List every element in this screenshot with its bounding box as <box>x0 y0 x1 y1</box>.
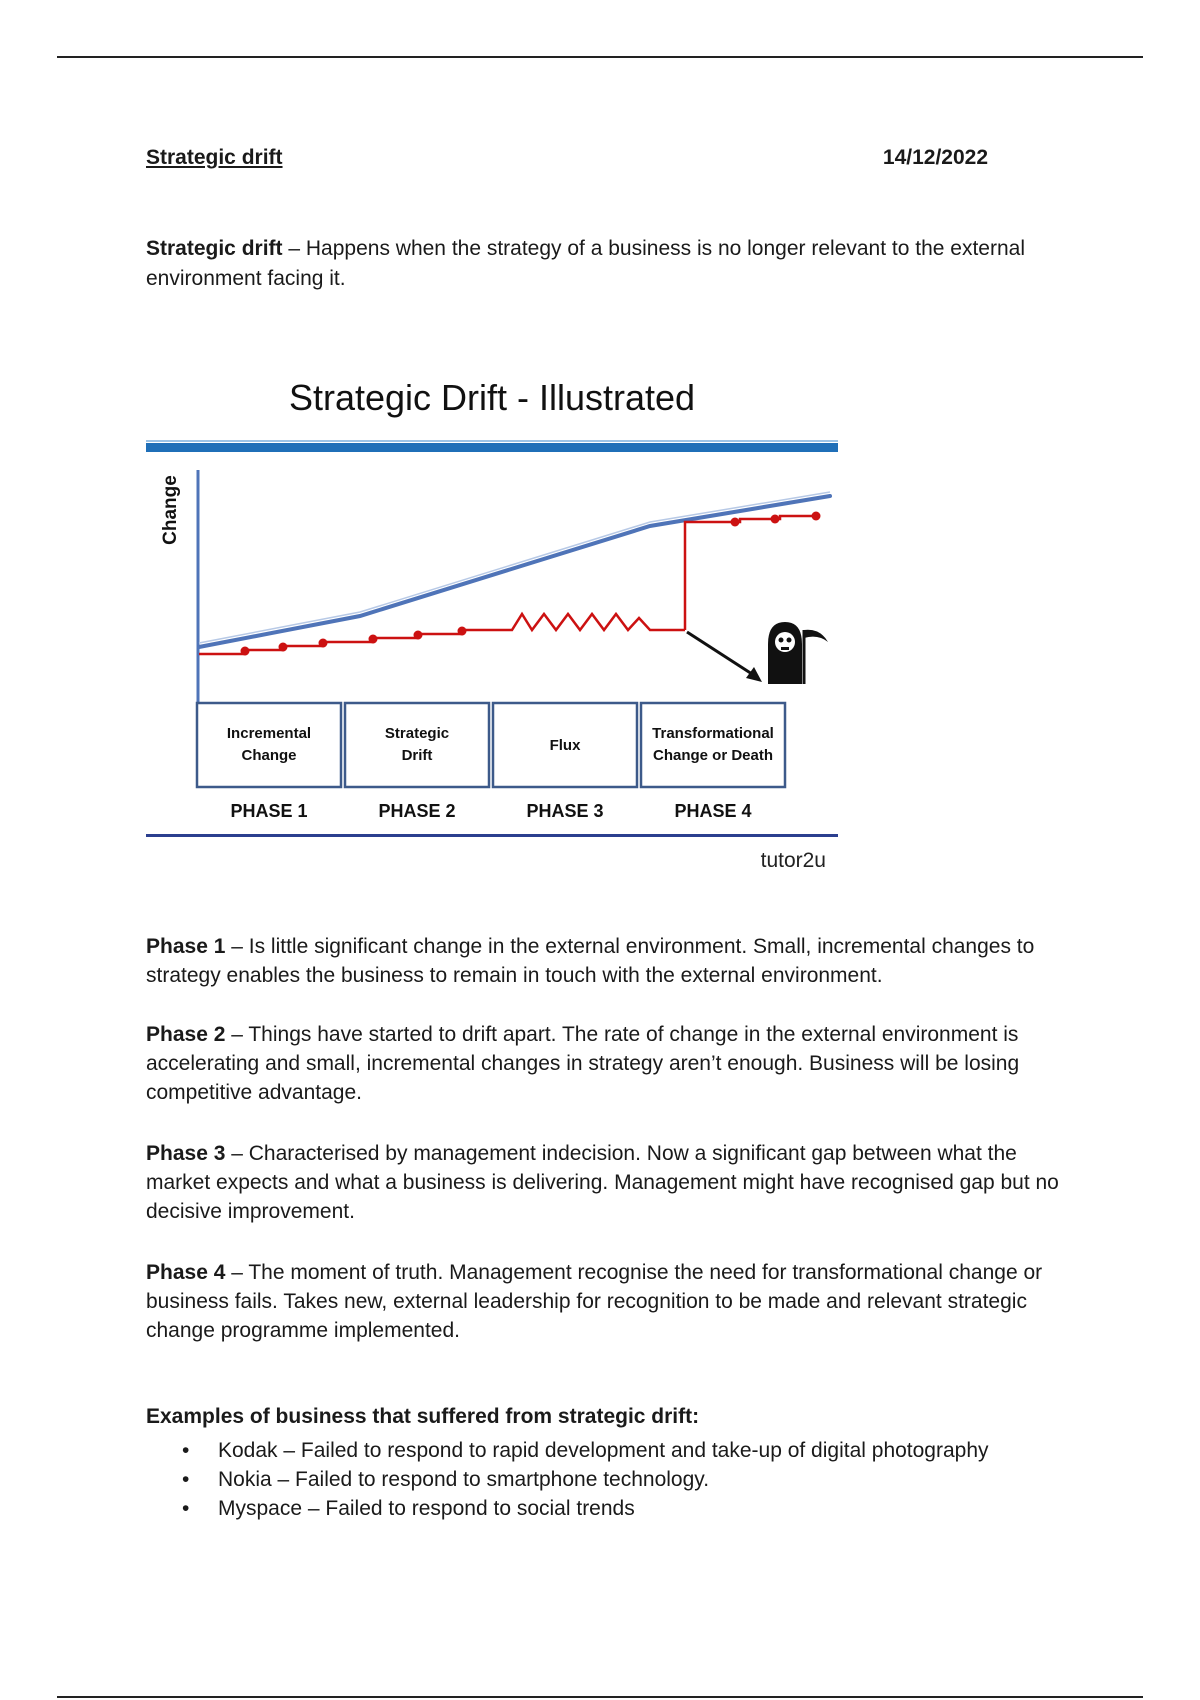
phase-1-text: – Is little significant change in the external environment. Small, incremental changes to strategy enables the business to remain in touch with the external environment. <box>146 935 1035 987</box>
strategy-change-points <box>241 512 821 656</box>
phase-2-paragraph <box>146 1020 1076 1107</box>
bullet-icon: • <box>182 1468 190 1491</box>
bottom-rule <box>57 1696 1143 1698</box>
bullet-icon: • <box>182 1439 190 1462</box>
document-title: Strategic drift <box>146 146 283 169</box>
flux-zigzag <box>502 614 685 630</box>
bullet-icon: • <box>182 1497 190 1520</box>
transformational-jump <box>685 516 820 630</box>
definition-paragraph <box>146 234 1046 294</box>
strategic-drift-diagram <box>140 372 860 882</box>
phase-label-1: PHASE 1 <box>230 801 308 821</box>
phase-2-text: – Things have started to drift apart. The rate of change in the external environment is accelerating and small, incremental changes in strategy aren’t enough. Business will be losing competitive advantage. <box>146 1023 1020 1104</box>
example-kodak: Kodak – Failed to respond to rapid development and take-up of digital photography <box>218 1439 989 1462</box>
box-label-4b: Change or Death <box>652 747 774 764</box>
phase-box-1 <box>197 703 341 787</box>
examples-heading: Examples of business that suffered from strategic drift: <box>146 1405 700 1428</box>
phase-3-paragraph <box>146 1139 1076 1226</box>
strategic-drift-figure <box>140 372 860 882</box>
figure-bottom-line <box>146 834 838 837</box>
box-label-2b: Drift <box>401 747 433 764</box>
definition-term: Strategic drift <box>146 237 283 260</box>
y-axis-label: Change <box>160 475 181 545</box>
phase-1-term: Phase 1 <box>146 935 226 958</box>
definition-text: – Happens when the strategy of a business is no longer relevant to the external environment facing it. <box>146 237 1025 290</box>
box-label-1a: Incremental <box>226 725 312 742</box>
list-item <box>146 1465 1076 1494</box>
phase-label-2: PHASE 2 <box>378 801 456 821</box>
box-label-1b: Change <box>241 747 297 764</box>
phase-boxes <box>197 703 785 787</box>
decline-arrow <box>687 632 752 674</box>
example-myspace: Myspace – Failed to respond to social trends <box>218 1497 635 1520</box>
phase-2-term: Phase 2 <box>146 1023 226 1046</box>
document-date: 14/12/2022 <box>882 146 988 169</box>
grim-reaper-icon <box>768 622 828 684</box>
phase-4-text: – The moment of truth. Management recognise the need for transformational change or business fails. Takes new, external leadership for recognition to be made and relevant strategic change programme implemented. <box>146 1261 1043 1342</box>
phase-label-3: PHASE 3 <box>526 801 604 821</box>
phase-4-paragraph <box>146 1258 1076 1345</box>
phase-4-term: Phase 4 <box>146 1261 226 1284</box>
figure-title: Strategic Drift - Illustrated <box>288 377 696 418</box>
list-item <box>146 1436 1076 1465</box>
box-label-2a: Strategic <box>384 725 450 742</box>
phase-1-paragraph <box>146 932 1076 990</box>
box-label-3: Flux <box>549 737 581 754</box>
phase-box-4 <box>641 703 785 787</box>
figure-top-band <box>146 443 838 452</box>
example-nokia: Nokia – Failed to respond to smartphone technology. <box>218 1468 710 1491</box>
examples-list <box>146 1436 1076 1523</box>
phase-box-2 <box>345 703 489 787</box>
phase-3-text: – Characterised by management indecision. Now a significant gap between what the market expects and what a business is delivering. Management might have recognised gap but no decisive improvement. <box>146 1142 1059 1223</box>
phase-3-term: Phase 3 <box>146 1142 226 1165</box>
box-label-4a: Transformational <box>652 725 774 742</box>
list-item <box>146 1494 1076 1523</box>
tutor2u-logo: tutor2u <box>760 849 826 872</box>
phase-label-4: PHASE 4 <box>674 801 752 821</box>
top-rule <box>57 56 1143 58</box>
